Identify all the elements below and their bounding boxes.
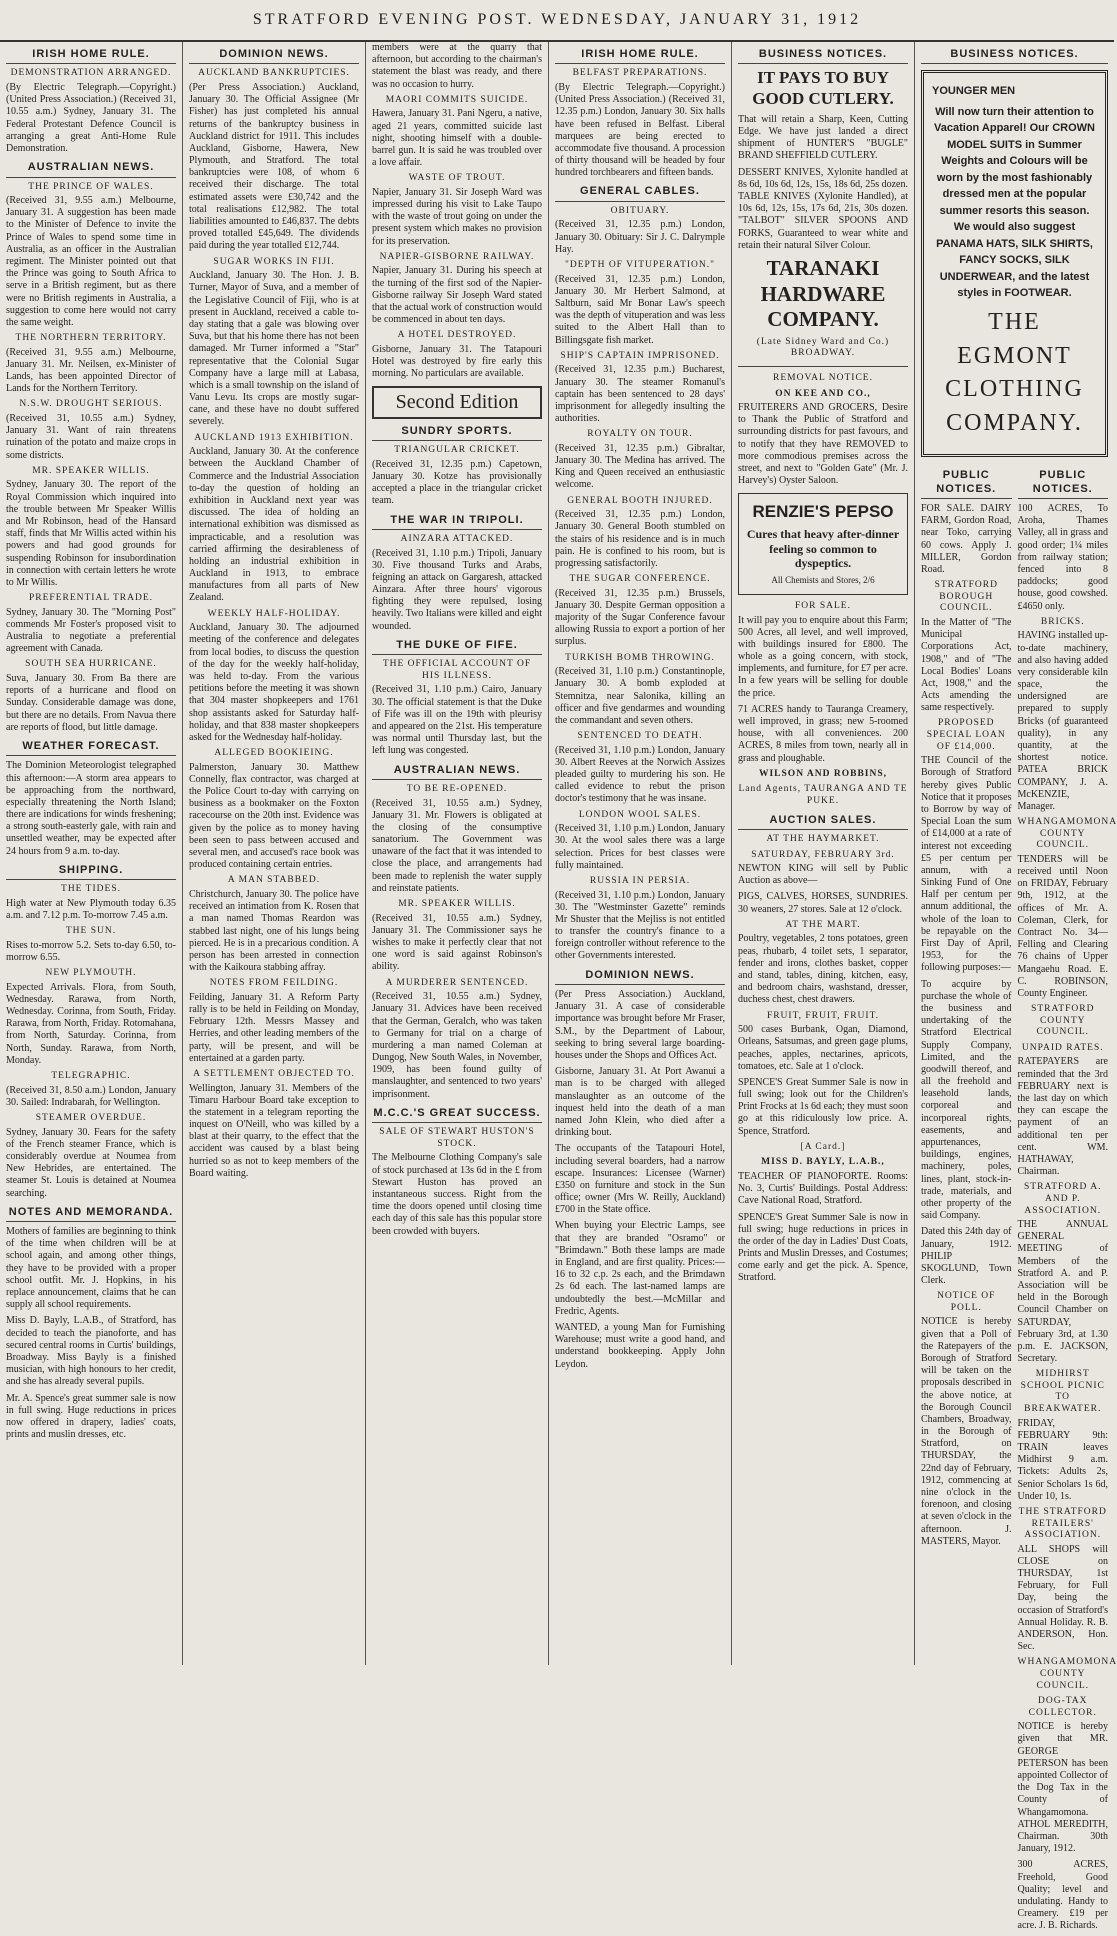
subheading: A MURDERER SENTENCED. — [385, 977, 529, 988]
subheading: STRATFORD A. AND P. ASSOCIATION. — [1024, 1182, 1102, 1216]
advert-text: It will pay you to enquire about this Farm; 500 Acres, all level, and well improved, with buildings insured for £800. The whole as a going concern, with stock, implements, and furniture, for £7 per acre. In a few years will be selling for double the price. — [738, 614, 908, 699]
article-text: Rises to-morrow 5.2. Sets to-day 6.50, to-morrow 6.55. — [6, 939, 176, 963]
heading-business-notices: BUSINESS NOTICES. — [738, 48, 908, 64]
article-text: High water at New Plymouth today 6.35 a.m. and 7.12 p.m. To-morrow 7.45 a.m. — [6, 897, 176, 921]
subheading: BRICKS. — [1040, 616, 1085, 627]
article-text: Gisborne, January 31. At Port Awanui a man is to be charged with alleged manslaughter as an outcome of the inquest held into the death of a man named John Klein, who died after a drinking bout. — [555, 1066, 725, 1139]
subheading: NOTES FROM FEILDING. — [209, 978, 339, 989]
public-notices-right — [1017, 463, 1117, 1936]
subheading: SALE OF STEWART HUSTON'S STOCK. — [379, 1127, 535, 1149]
subheading: WASTE OF TROUT. — [408, 173, 506, 184]
notice-text: THE ANNUAL GENERAL MEETING of Members of the Stratford A. and P. Association will be held in the Borough Council Chamber on SATURDAY, February 3rd, at 1.30 p.m. E. JACKSON, Secretary. — [1017, 1219, 1108, 1365]
article-text: Suva, January 30. From Ba there are reports of a hurricane and flood on Sunday. Considerable damage was done, but there are no details. From Navua there are reports of flood, but little damage. — [6, 672, 176, 733]
notice-text: THE Council of the Borough of Stratford hereby gives Public Notice that it proposes to Borrow by way of Special Loan the sum of £14,000 at a rate of interest not exceeding £5 per centum per annum, with a Sinking Fund of One Half per centum per annum additional, the whole of the loan to be repayable on the First Day of April, 1953, for the following purposes:— — [921, 755, 1012, 974]
article-text: Auckland, January 30. The Hon. J. B. Turner, Mayor of Suva, and a member of the Legislative Council of Fiji, who is at present in Auckland, received a cable to-day stating that a gale was blowing over Suva, but that his home there has not been damaged. Mr Turner informed a "Star" representative that the Colonial Sugar Company have a large mill at Labasa, which is a small township on the island of Vanu Levu. Its crops are mostly sugar-cane, and these have no doubt suffered severely. — [189, 270, 359, 428]
advert-text: 71 ACRES handy to Tauranga Creamery, well improved, in grass; new 5-roomed house, with all conveniences. 200 ACRES, 8 miles from town, nearly all in grass and ploughable. — [738, 703, 908, 764]
subheading: A MAN STABBED. — [227, 875, 321, 886]
heading-public-notices-2: PUBLIC NOTICES. — [1018, 469, 1109, 499]
subheading: THE OFFICIAL ACCOUNT OF HIS ILLNESS. — [382, 659, 532, 681]
notice-text: HAVING installed up-to-date machinery, and also having added very considerable kiln space, the undersigned are prepared to supply Bricks (of guaranteed quality), in any quantity, at the shortest notice. PATEA BRICK COMPANY, J. A. McKENZIE, Manager. — [1017, 630, 1108, 812]
column-3 — [366, 42, 549, 1665]
subheading: AT THE HAYMARKET. — [766, 833, 880, 844]
heading-business-notices-2: BUSINESS NOTICES. — [921, 48, 1108, 64]
pepso-tagline: Cures that heavy after-dinner feeling so common to dyspeptics. — [746, 527, 900, 571]
article-text: (Received 31, 10.55 a.m.) Sydney, January 31. Want of rain threatens ruination of the potato and maize crops in some districts. — [6, 413, 176, 461]
article-text: Mr. A. Spence's great summer sale is now in full swing. Huge reductions in prices now offered in drapery, ladies' coats, prints and muslin dresses, etc. — [6, 1392, 176, 1441]
subheading: SOUTH SEA HURRICANE. — [25, 659, 157, 670]
subheading: GENERAL BOOTH INJURED. — [567, 495, 713, 506]
article-text: (Received 31, 1.10 p.m.) London, January 30. Albert Reeves at the Norwich Assizes pleaded guilty to murdering his son. He called evidence to rebut the prison doctor's testimony that he was insane. — [555, 744, 725, 805]
divider — [738, 366, 908, 367]
article-text: Sydney, January 30. The report of the Royal Commission which inquired into the trouble between Mr Speaker Willis and Mr Robinson, head of the Hansard staff, finds that Mr Willis acted within his powers and had good grounds for suspending Robinson for insubordination in connection with certain letters he wrote to Mr Willis. — [6, 479, 176, 588]
article-text: Sydney, January 30. The "Morning Post" commends Mr Foster's proposed visit to Australia to negotiate a preferential agreement with Canada. — [6, 606, 176, 655]
heading-weather-forecast: WEATHER FORECAST. — [6, 740, 176, 756]
article-text: Expected Arrivals. Flora, from South, Wednesday. Rarawa, from North, Wednesday. Corinna, from South, Friday. Rarawa, from North, Friday. Rotomahana, from North, Saturday. Corinna, from North, Sunday. Rarawa, from North, Monday. — [6, 981, 176, 1066]
article-text: The occupants of the Tatapouri Hotel, including several boarders, had a narrow escape. Insurances: Licensee (Warner) £350 on furniture and stock in the Sun office; owner (Mrs W. Reilly, Auckland) £700 in the State office. — [555, 1143, 725, 1216]
subheading: NOTICE OF POLL. — [937, 1291, 996, 1313]
heading-auction-sales: AUCTION SALES. — [738, 814, 908, 830]
subheading: STEAMER OVERDUE. — [35, 1112, 147, 1123]
column-6 — [915, 42, 1117, 1932]
subheading: THE SUN. — [65, 926, 117, 937]
article-text: (Received 31, 1.10 p.m.) Constantinople, January 30. A bomb exploded at Stemnitza, near Salonika, killing an officer and five gendarmes and wounding the commandant and seven others. — [555, 666, 725, 726]
notice-text: ALL SHOPS will CLOSE on THURSDAY, 1st February, for Full Day, being the occasion of Stratford's Annual Holiday. R. B. ANDERSON, Hon. Sec. — [1017, 1543, 1108, 1653]
advert-text: TEACHER OF PIANOFORTE. Rooms: No. 3, Curtis' Buildings. Postal Address: Cave National Road, Stratford. — [738, 1170, 908, 1207]
notice-text: FOR SALE. DAIRY FARM, Gordon Road, near Toko, carrying 60 cows. Apply J. MILLER, Gordon Road. — [921, 503, 1012, 576]
article-text: (Received 31, 12.35 p.m.) Capetown, January 30. Kotze has provisionally accepted a place in the triangular cricket team. — [372, 458, 542, 507]
article-text: Auckland, January 30. At the conference between the Auckland Chamber of Commerce and the Industrial Association to-day the question of holding an exhibition in Auckland next year was discussed. The idea of holding an international exhibition was dismissed as impracticable, and a resolution was carried affirming the desirableness of holding an industrial exhibition in Auckland in 1913, to embrace manufactures from all parts of New Zealand. — [189, 446, 359, 604]
subheading: RUSSIA IN PERSIA. — [589, 875, 691, 886]
article-text: (Per Press Association.) Auckland, January 31. A case of considerable importance was brought before Mr Fraser, S.M., by the Department of Labour, seeking to bring several large boarding-houses under the Shops and Offices Act. — [555, 989, 725, 1062]
heading-public-notices: PUBLIC NOTICES. — [921, 469, 1012, 499]
subheading: DOG-TAX COLLECTOR. — [1028, 1696, 1097, 1718]
pepso-footer: All Chemists and Stores, 2/6 — [771, 575, 875, 585]
article-text: Wellington, January 31. Members of the Timaru Harbour Board take exception to the statement in a telegram reporting the inquest on O'Neill, who was killed by a blast at their quarry, to the effect that the accident was caused by a blast being hurried so as not to keep members of the Board waiting. — [189, 1082, 359, 1179]
heading-dominion-news: DOMINION NEWS. — [189, 48, 359, 64]
subheading: LONDON WOOL SALES. — [578, 809, 702, 820]
column-2 — [183, 42, 366, 1665]
public-notices-left — [921, 463, 1012, 1936]
article-text: (Received 31, 1.10 p.m.) Tripoli, January 30. Five thousand Turks and Arabs, feigning an attack on Gargaresh, attacked Ainzara. After three hours' vigorous fighting they were repulsed, losing heavily. Two Italians were killed and eight wounded. — [372, 547, 542, 632]
subheading: PREFERENTIAL TRADE. — [28, 593, 154, 604]
subheading: UNPAID RATES. — [1021, 1042, 1104, 1053]
article-text: (Received 31, 10.55 a.m.) Sydney, January 31. Mr. Flowers is obligated at the closing of the consumptive sanatorium. The Government was unaware of the fact that it was intended to close the place, and arrangements had been made to replenish the water supply and reinstate patients. — [372, 797, 542, 894]
subheading: MIDHIRST SCHOOL PICNIC TO BREAKWATER. — [1020, 1369, 1105, 1415]
renzies-pepso-advert — [738, 493, 908, 595]
subheading: MAORI COMMITS SUICIDE. — [385, 94, 529, 105]
subheading: A HOTEL DESTROYED. — [397, 330, 517, 341]
article-text: (Received 31, 1.10 p.m.) Cairo, January 30. The official statement is that the Duke of Fife was ill on the 19th with pleurisy and appeared on the 21st. His temperature was normal until Thursday last, but the left lung was congested. — [372, 684, 542, 757]
article-text: Gisborne, January 31. The Tatapouri Hotel was destroyed by fire early this morning. No particulars are available. — [372, 343, 542, 380]
article-text: (Received 31, 1.10 p.m.) London, January 30. At the wool sales there was a large selection. Prices for best classes were fully maintained. — [555, 823, 725, 871]
article-text: (Received 31, 12.35 p.m.) Bucharest, January 30. The steamer Romanul's captain has been sentenced to 28 days' imprisonment for allegedly insulting the authorities. — [555, 364, 725, 425]
subheading: N.S.W. DROUGHT SERIOUS. — [19, 399, 163, 410]
cutlery-advert-title: IT PAYS TO BUY GOOD CUTLERY. — [752, 68, 894, 109]
subheading: BELFAST PREPARATIONS. — [572, 68, 708, 79]
heading-irish-home-rule: IRISH HOME RULE. — [6, 48, 176, 64]
subheading: MR. SPEAKER WILLIS. — [32, 465, 150, 476]
subheading: TRIANGULAR CRICKET. — [394, 445, 520, 456]
subheading: SUGAR WORKS IN FIJI. — [213, 256, 335, 267]
article-text: Palmerston, January 30. Matthew Connelly, flax contractor, was charged at the Police Court to-day with carrying on business as a bookmaker on the Foxton racecourse on the 20th inst. Evidence was given by the police as to money having been seen to pass between accused and several men, and accused's race book was produced containing certain entries. — [189, 761, 359, 871]
masthead: STRATFORD EVENING POST. WEDNESDAY, JANUARY 31, 1912 — [0, 0, 1114, 42]
notice-text: To acquire by purchase the whole of the business and undertaking of the Stratford Electrical Supply Company, Limited, and the goodwill thereof, and all the freehold and leasehold lands, corporeal and incorporeal rights, easements, and appurtenances, buildings, engines, machinery, poles, lines, plant, stock-in-trade, materials, and other property of the said Company. — [921, 978, 1012, 1222]
advert-text: That will retain a Sharp, Keen, Cutting Edge. We have just landed a direct shipment of HUNTER'S "BUGLE" BRAND SHEFFIELD CUTLERY. — [738, 113, 908, 162]
subheading: REMOVAL NOTICE. — [773, 372, 873, 383]
subheading: AINZARA ATTACKED. — [400, 533, 514, 544]
subheading: ALLEGED BOOKIEING. — [214, 748, 334, 759]
subheading: WHANGAMOMONA COUNTY COUNCIL. — [1017, 1657, 1117, 1691]
article-text: Sydney, January 30. Fears for the safety of the French steamer France, which is considerably overdue at Noumea from New Hebrides, are entertained. The steamer St. Louis is detained at Noumea searching. — [6, 1126, 176, 1199]
subheading: A SETTLEMENT OBJECTED TO. — [193, 1068, 355, 1079]
subheading: ROYALTY ON TOUR. — [587, 429, 693, 440]
heading-dominion-news-2: DOMINION NEWS. — [555, 969, 725, 985]
column-4 — [549, 42, 732, 1665]
heading-duke-of-fife: THE DUKE OF FIFE. — [372, 639, 542, 655]
article-text: The Melbourne Clothing Company's sale of stock purchased at 13s 6d in the £ from Stewart Huston has proved an instantaneous success. Right from the time the doors opened until closing time each day of this sale has this popular store been crowded with buyers. — [372, 1152, 542, 1237]
subheading: MR. SPEAKER WILLIS. — [398, 899, 516, 910]
advert-text: WANTED, a young Man for Furnishing Warehouse; must write a good hand, and understand bookkeeping. Apply John Leydon. — [555, 1321, 725, 1370]
pepso-title: RENZIE'S PEPSO — [752, 502, 894, 522]
article-text: Napier, January 31. During his speech at the turning of the first sod of the Napier-Gisborne railway Sir Joseph Ward stated that the actual work of construction would be commenced in about ten days. — [372, 265, 542, 326]
article-text: (Received 31, 12.35 p.m.) Gibraltar, January 30. The Medina has arrived. The King and Queen received an enthusiastic welcome. — [555, 442, 725, 491]
egmont-heading: YOUNGER MEN — [932, 85, 1016, 98]
egmont-company-name: THE EGMONT CLOTHING COMPANY. — [945, 308, 1084, 436]
on-kee-title: ON KEE AND CO., — [775, 388, 871, 399]
subheading: THE SUGAR CONFERENCE. — [569, 574, 711, 585]
notice-text: NOTICE is hereby given that a Poll of the Ratepayers of the Borough of Stratford will be taken on the proposals described in the above notice, at the Borough Council Chambers, Broadway, in the Borough of Stratford, on THURSDAY, the 22nd day of February, 1912, commencing at nine o'clock in the forenoon, and closing at seven o'clock in the afternoon. J. MASTERS, Mayor. — [921, 1316, 1012, 1547]
egmont-clothing-advert — [921, 70, 1108, 457]
advert-text: When buying your Electric Lamps, see that they are branded "Osramo" or "Brimdawn." Both these lamps are made in England, and are first quality. Prices:—16 to 32 c.p. 2s each, and the Brimdawn 2s 6d each. The last-named lamps are undoubtedly the best.—McMillar and Fredric, Agents. — [555, 1220, 725, 1317]
subheading: STRATFORD BOROUGH COUNCIL. — [934, 580, 998, 614]
subheading: THE STRATFORD RETAILERS' ASSOCIATION. — [1018, 1506, 1107, 1541]
article-text: (Received 31, 8.50 a.m.) London, January 30. Sailed: Indrabarah, for Wellington. — [6, 1084, 176, 1108]
notice-text: Dated this 24th day of January, 1912. PHILIP SKOGLUND, Town Clerk. — [921, 1226, 1012, 1287]
heading-shipping: SHIPPING. — [6, 864, 176, 880]
article-text: Feilding, January 31. A Reform Party rally is to be held in Feilding on Monday, February 12th. Messrs Massey and Herries, and other leading members of the party, will be present, and will be entertained at a garden party. — [189, 991, 359, 1064]
article-text: members were at the quarry that afternoon, but according to the chairman's statement the blast was ready, and there was no occasion to hurry. — [372, 42, 542, 90]
article-text: Christchurch, January 30. The police have received an intimation from K. Rosen that a man named Thomas Reardon was stabbed last night, one of his lungs being pierced. He is in a precarious condition. A person has been arrested in connection with the Kaikoura stabbing affray. — [189, 888, 359, 974]
article-text: (Received 31, 10.55 a.m.) Sydney, January 31. The Commissioner says he wishes to make it perfectly clear that not one word is said against Robinson's ability. — [372, 912, 542, 973]
article-text: (Received 31, 9.55 a.m.) Melbourne, January 31. A suggestion has been made to the Minister of Defence to invite the Prince of Wales to spend some time in Australia, as an officer in the Australian regiment. The Minister pointed out that the Prince was going to South Africa to serve in a British regiment, but as there were no British regiments in Australia, a suggestion to come here would not carry the same weight. — [6, 195, 176, 328]
article-text: Napier, January 31. Sir Joseph Ward was impressed during his visit to Lake Taupo with the waste of trout going on under the present system which makes no provision for its preservation. — [372, 186, 542, 247]
wilson-robbins-title: WILSON AND ROBBINS, — [758, 768, 887, 779]
heading-sundry-sports: SUNDRY SPORTS. — [372, 425, 542, 441]
subheading: TURKISH BOMB THROWING. — [565, 652, 715, 663]
subheading: PROPOSED SPECIAL LOAN OF £14,000. — [926, 718, 1006, 752]
column-1 — [0, 42, 183, 1665]
subheading: NAPIER-GISBORNE RAILWAY. — [379, 251, 535, 262]
subheading: THE NORTHERN TERRITORY. — [15, 333, 167, 344]
advert-text: NEWTON KING will sell by Public Auction as above— — [738, 863, 908, 887]
advert-text: 500 cases Burbank, Ogan, Diamond, Orleans, Satsumas, and green gage plums, peaches, apples, nectarines, apricots, tomatoes, etc. Sale at 1 o'clock. — [738, 1024, 908, 1072]
subheading: DEMONSTRATION ARRANGED. — [10, 68, 172, 79]
subheading: NEW PLYMOUTH. — [45, 968, 137, 979]
heading-mcc-success: M.C.C.'S GREAT SUCCESS. — [372, 1107, 542, 1123]
notice-text: TENDERS will be received until Noon on FRIDAY, February 9th, 1912, at the offices of Mr. A. Coleman, Clerk, for Contract No. 34—Felling and Clearing 76 chains of Upper Mangaehu Road. E. C. ROBINSON, County Engineer. — [1017, 853, 1108, 999]
second-edition-banner: Second Edition — [372, 386, 542, 418]
subheading: SATURDAY, FEBRUARY 3rd. — [751, 849, 895, 860]
subheading: TO BE RE-OPENED. — [406, 783, 508, 794]
subheading: SHIP'S CAPTAIN IMPRISONED. — [560, 350, 720, 361]
taranaki-hardware-title: TARANAKI HARDWARE COMPANY. — [760, 255, 886, 332]
notice-text: FRIDAY, FEBRUARY 9th: TRAIN leaves Midhirst 9 a.m. Tickets: Adults 2s, Senior Scholars 1s 6d, Under 10, 1s. — [1017, 1417, 1108, 1502]
subheading: WEEKLY HALF-HOLIDAY. — [207, 608, 341, 619]
subheading: THE TIDES. — [61, 884, 121, 895]
heading-australian-news: AUSTRALIAN NEWS. — [6, 161, 176, 177]
bayly-card-title: MISS D. BAYLY, L.A.B., — [761, 1157, 885, 1168]
subheading: THE PRINCE OF WALES. — [28, 181, 154, 192]
article-text: (Per Press Association.) Auckland, January 30. The Official Assignee (Mr Fisher) has just completed his annual returns of the bankruptcy business in Auckland district for 1911. This includes Auckland, Gisborne, Hawera, New Plymouth, and Stratford. The total bankruptcies were 108, of whom 6 received their discharge. The total estimated assets were £30,742 and the total realisations £12,982. The total liabilities amounted to £46,837. The debts proved totalled £45,649. The dividends paid during the year totalled £12,744. — [189, 81, 359, 252]
advert-text: PIGS, CALVES, HORSES, SUNDRIES. 30 weaners, 27 stores. Sale at 12 o'clock. — [738, 891, 908, 915]
subheading: (Late Sidney Ward and Co.) BROADWAY. — [756, 336, 890, 359]
notice-text: RATEPAYERS are reminded that the 3rd FEBRUARY next is the last day on which they can escape the payment of an additional ten per cent. WM. HATHAWAY, Chairman. — [1017, 1056, 1108, 1178]
columns — [0, 42, 1117, 1932]
notice-text: NOTICE is hereby given that MR. GEORGE PETERSON has been appointed Collector of the Dog Tax in the County of Whangamomona. ATHOL MEREDITH, Chairman. 30th January, 1912. — [1017, 1721, 1108, 1855]
subheading: [A Card.] — [800, 1141, 846, 1152]
article-text: (By Electric Telegraph.—Copyright.) (United Press Association.) (Received 31, 10.55 a.m.) Sydney, January 31. The Federal Protestant Defence Council is arranging a great Anti-Home Rule Demonstration. — [6, 81, 176, 154]
advert-text: DESSERT KNIVES, Xylonite handled at 8s 6d, 10s 6d, 12s, 15s, 18s 6d, 25s dozen. TABLE KNIVES (Xylonite Handled), at 10s 6d, 12s, 15s, 17s 6d, 21s, 30s dozen. "TALBOT" SILVER SPOONS AND FORKS, Guaranteed to wear white and retain their natural Silver Colour. — [738, 166, 908, 251]
advert-text: Poultry, vegetables, 2 tons potatoes, green peas, rhubarb, 4 toilet sets, 1 separator, fender and irons, clothes basket, copper and stand, tables, dining, kitchen, easy, and bedroom chairs, washstand, dresser, duchess chest, chest drawers. — [738, 933, 908, 1006]
article-text: (Received 31, 9.55 a.m.) Melbourne, January 31. Mr. Neilsen, ex-Minister of Lands, has been appointed Director of Lands for the Northern Territory. — [6, 346, 176, 395]
notice-text: In the Matter of "The Municipal Corporations Act, 1908," and of "The Local Bodies' Loans Act, 1908," and the Acts amending the same respectively. — [921, 616, 1012, 714]
article-text: (Received 31, 12.35 p.m.) London, January 30. Obituary: Sir J. C. Dalrymple Hay. — [555, 219, 725, 255]
subheading: WHANGAMOMONA COUNTY COUNCIL. — [1017, 817, 1117, 851]
notice-text: 100 ACRES, To Aroha, Thames Valley, all in grass and good order; 1¼ miles from railway station; fenced into 8 paddocks; good house, good cowshed. £4650 only. — [1017, 503, 1108, 612]
subheading: AUCKLAND 1913 EXHIBITION. — [194, 432, 354, 443]
heading-war-in-tripoli: THE WAR IN TRIPOLI. — [372, 514, 542, 530]
advert-text: FRUITERERS AND GROCERS, Desire to Thank the Public of Stratford and surrounding districts for past favours, and to notify that they have REMOVED to more commodious premises across the street, and next to "Golden Gate" (Mr. J. Harvey's) Oyster Saloon. — [738, 402, 908, 487]
heading-irish-home-rule-2: IRISH HOME RULE. — [555, 48, 725, 64]
advert-text: SPENCE'S Great Summer Sale is now in full swing; huge reductions in prices in the order of the day in Ladies' Dust Coats, Prints and Muslin Dresses, and Costumes; come early and get the pick. A. Spence, Stratford. — [738, 1211, 908, 1284]
article-text: (Received 31, 12.35 p.m.) London, January 30. General Booth stumbled on the stairs of his residence and is in much pain. He is confined to his room, but is progressing satisfactorily. — [555, 509, 725, 569]
egmont-body: Will now turn their attention to Vacation Apparel! Our CROWN MODEL SUITS in Summer Weights and Colours will be worn by the most fashionably dressed men at the popular summer resorts this season. We would also suggest PANAMA HATS, SILK SHIRTS, FANCY SOCKS, SILK UNDERWEAR, and the latest styles in FOOTWEAR. — [934, 105, 1095, 300]
subheading: STRATFORD COUNTY COUNCIL. — [1031, 1004, 1095, 1038]
subheading: Land Agents, TAURANGA AND TE PUKE. — [738, 784, 908, 806]
article-text: Auckland, January 30. The adjourned meeting of the conference and delegates from local bodies, to discuss the question of the day for the weekly half-holiday, was held to-day. From the various petitions before the meeting it was shown that 304 master shopkeepers and 1761 shop assistants asked for Saturday half-holiday, and that 838 master shopkeepers asked for the Wednesday half-holiday. — [189, 622, 359, 743]
article-text: (Received 31, 10.55 a.m.) Sydney, January 31. Advices have been received that the German, Geralch, who was taken to Germany for trial on a charge of murdering a man named Coleman at Dungog, New South Wales, in November, 1909, has been found guilty of manslaughter, and sentenced to two years' imprisonment. — [372, 991, 542, 1100]
heading-general-cables: GENERAL CABLES. — [555, 185, 725, 201]
subheading: SENTENCED TO DEATH. — [577, 731, 703, 742]
subheading: AT THE MART. — [785, 919, 861, 930]
heading-notes-memoranda: NOTES AND MEMORANDA. — [6, 1206, 176, 1222]
subheading: FRUIT, FRUIT, FRUIT. — [766, 1010, 880, 1021]
article-text: (Received 31, 1.10 p.m.) London, January 30. The "Westminster Gazette" reminds Mr Shuster that the Mejliss is not entitled to transfer the country's finance to a foreign controller without reference to the other Governments interested. — [555, 889, 725, 962]
subheading: OBITUARY. — [610, 205, 670, 216]
heading-australian-news-2: AUSTRALIAN NEWS. — [372, 764, 542, 780]
notice-text: 300 ACRES, Freehold, Good Quality; level and undulating. Handy to Creamery. £19 per acre. J. B. Richards. — [1017, 1859, 1108, 1932]
article-text: (By Electric Telegraph.—Copyright.) (United Press Association.) (Received 31, 12.35 p.m.) London, January 30. Six halls have been refused in Belfast. Liberal marquees are being erected to accommodate five thousand. A procession of thirty thousand will be headed by four hundred torchbearers and fifteen bands. — [555, 81, 725, 179]
article-text: (Received 31, 12.35 p.m.) Brussels, January 30. Despite German opposition a majority of the Sugar Conference favour allowing Russia to export a portion of her surplus. — [555, 587, 725, 648]
subheading: TELEGRAPHIC. — [51, 1071, 131, 1082]
subheading: FOR SALE. — [795, 600, 851, 611]
advert-text: SPENCE'S Great Summer Sale is now in full swing; look out for the Children's Print Frocks at 1s 6d each; they must soon go at this ridiculously low price. A. Spence, Stratford. — [738, 1076, 908, 1137]
column-5 — [732, 42, 915, 1665]
article-text: The Dominion Meteorologist telegraphed this afternoon:—A storm area appears to be approaching from the northward, especially threatening the North Island; there are indications for winds freshening; a strong south-easterly gale, with rain and unsettled weather, may be expected after 24 hours from 9 a.m. to-day. — [6, 760, 176, 857]
article-text: (Received 31, 12.35 p.m.) London, January 30. Mr Herbert Salmond, at Saltburn, said Mr Bonar Law's speech was the depth of vituperation and was less suited to the Albert Hall than to Billingsgate fish market. — [555, 273, 725, 346]
article-text: Miss D. Bayly, L.A.B., of Stratford, has decided to teach the pianoforte, and has secured central rooms in Curtis' buildings, Broadway. Miss Bayly is a finished musician, with high honours to her credit, and she has already several pupils. — [6, 1315, 176, 1388]
subheading: AUCKLAND BANKRUPTCIES. — [198, 68, 350, 79]
article-text: Mothers of families are beginning to think of the time when children will be at school again, and among other things, they have to be provided with a proper school outfit. Mr. J. Hopkins, in his replace announcement, claims that he can supply all school requirements. — [6, 1226, 176, 1311]
article-text: Hawera, January 31. Pani Ngeru, a native, aged 21 years, committed suicide last night, shooting himself with a double-barrel gun. It is said he was troubled over a love affair. — [372, 108, 542, 169]
subheading: "DEPTH OF VITUPERATION." — [564, 260, 716, 271]
